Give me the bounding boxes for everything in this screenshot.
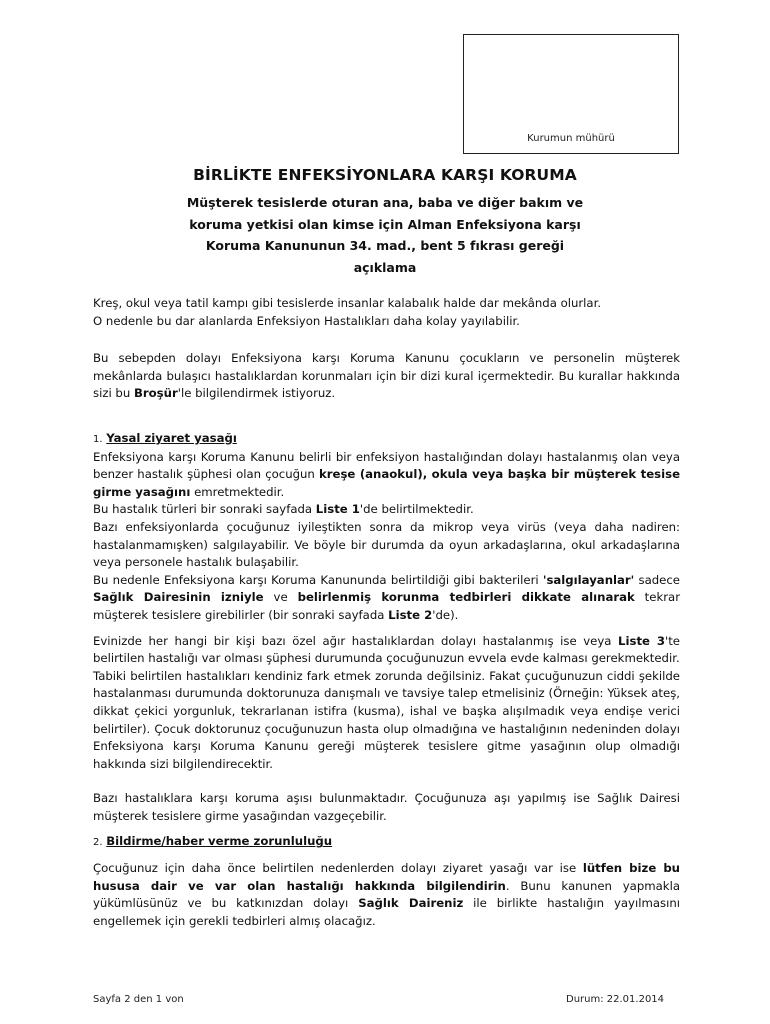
section-number: 1. [93, 434, 103, 445]
document-title: BİRLİKTE ENFEKSİYONLARA KARŞI KORUMA [193, 166, 577, 184]
institution-stamp-box [463, 34, 679, 154]
spacer [93, 773, 680, 790]
subtitle-line: koruma yetkisi olan kimse için Alman Enfeksiyona karşı [189, 216, 581, 232]
text-run: ve [263, 590, 298, 605]
section-1-heading [93, 430, 680, 449]
text-run: ile birlikte hastalığın yayılmasını engellemek için gerekli tedbirleri almış olacağız. [93, 896, 680, 928]
paragraph: Bazı enfeksiyonlarda çocuğunuz iyileştikten sonra da mikrop veya virüs (veya daha nadiren: hastalanmamışken) salgılayabilir. Ve böyle bir durumda da oyun arkadaşlarına, okul arkadaşlarına veya personele hastalık bulaşabilir. [93, 519, 680, 570]
bold-text: lütfen bize bu hususa dair ve var olan hastalığı hakkında bilgilendirin [93, 861, 680, 893]
paragraph [93, 572, 680, 625]
intro-paragraph [93, 350, 680, 403]
spacer [93, 825, 680, 833]
intro-section [93, 295, 680, 330]
text-run: tekrar müşterek tesislere girebilirler (bir sonraki sayfada [93, 590, 680, 622]
paragraph: Tabiki belirtilen hastalıkları kendiniz fark etmek zorunda değilsiniz. Fakat çucuğunuzun ciddi şekilde hastalanması durumunda doktorunuza danışmalı ve tavsiye talep etmelisiniz (Örneğin: Yüksek ateş, dikkat çekici yorgunluk, tekrarlanan istifra (kusma), ishal ve başka alışılmadık veya endişe verici belirtiler). Çocuk doktorunuz çocuğunuzun hasta olup olmadığına ve hastalığının nedeninden dolayı Enfeksiyona karşı Koruma Kanunu gereği müşterek tesislere gitme yasağının olup olmadığı hakkında sizi bilgilendirecektir. [93, 668, 680, 771]
spacer [93, 625, 680, 633]
text-run: 'de). [432, 607, 459, 622]
bold-text: Sağlık Daireniz [358, 896, 464, 911]
spacer [93, 852, 680, 860]
section-2-heading [93, 833, 680, 852]
text-run: emretmektedir. [190, 484, 285, 499]
paragraph [93, 501, 680, 519]
text-run: Evinizde her hangi bir kişi bazı özel ağır hastalıklardan dolayı hastalanmış ise veya [93, 633, 619, 648]
paragraph [93, 449, 680, 502]
bold-text: 'salgılayanlar' [542, 572, 635, 587]
section-heading: Yasal ziyaret yasağı [106, 431, 237, 445]
text-run: Bu hastalık türleri bir sonraki sayfada [93, 502, 316, 517]
footer-page-number: Sayfa 2 den 1 von [93, 994, 184, 1005]
text-run: Enfeksiyona karşı Koruma Kanunu belirli bir enfeksiyon hastalığından dolayı hastalanmış olan veya benzer hastalık şüphesi olan çocuğun [93, 449, 680, 482]
text-run: 'de belirtilmektedir. [359, 502, 474, 517]
text-run: Çocuğunuz için daha önce belirtilen nedenlerden dolayı ziyaret yasağı var ise [93, 861, 583, 876]
list-reference: Liste 2 [388, 607, 433, 622]
section-1 [93, 430, 680, 930]
list-reference: Liste 1 [315, 502, 360, 517]
text-run: Bu sebepden dolayı Enfeksiyona karşı Koruma Kanunu çocukların ve personelin müşterek mekânlarda bulaşıcı hastalıklardan korunmaları için bir dizi kural içermektedir. Bu kurallar hakkında sizi bu [93, 351, 680, 401]
paragraph [93, 860, 680, 930]
bold-text: belirlenmiş korunma tedbirleri dikkate alınarak [297, 590, 635, 605]
bold-text: kreşe (anaokul), okula veya başka bir müşterek tesise girme yasağını [93, 467, 680, 499]
intro-paragraph-text [93, 350, 680, 403]
intro-line: Kreş, okul veya tatil kampı gibi tesislerde insanlar kalabalık halde dar mekânda olurlar. [93, 296, 602, 310]
subtitle-line: Müşterek tesislerde oturan ana, baba ve diğer bakım ve [186, 195, 584, 210]
bold-text: Sağlık Dairesinin izniyle [93, 590, 264, 605]
subtitle-line: açıklama [353, 259, 417, 275]
subtitle-line: Koruma Kanununun 34. mad., bent 5 fıkrası gereği [205, 238, 565, 253]
document-subtitle [180, 192, 590, 278]
text-run: Bu nedenle Enfeksiyona karşı Koruma Kanununda belirtildiği gibi bakterileri [93, 572, 543, 587]
stamp-label: Kurumun mühürü [527, 133, 615, 144]
section-heading: Bildirme/haber verme zorunluluğu [106, 834, 333, 849]
footer-date: Durum: 22.01.2014 [566, 994, 665, 1005]
text-run: 'le bilgilendirmek istiyoruz. [177, 386, 336, 401]
paragraph [93, 633, 680, 668]
paragraph: Bazı hastalıklara karşı koruma aşısı bulunmaktadır. Çocuğunuza aşı yapılmış ise Sağlık Dairesi müşterek tesislere girme yasağından vazgeçebilir. [93, 791, 680, 823]
section-number: 2. [93, 837, 103, 849]
intro-line: O nedenle bu dar alanlarda Enfeksiyon Hastalıkları daha kolay yayılabilir. [93, 313, 520, 328]
text-run: . Bunu kanunen yapmakla yükümlüsünüz ve bu katkınızdan dolayı [93, 878, 680, 911]
text-run: sadece [634, 572, 680, 587]
list-reference: Liste 3 [618, 633, 666, 648]
text-run: 'te belirtilen hastalığı var olması şüphesi durumunda çocuğunuzun evvela evde kalması gerekmektedir. [93, 633, 681, 666]
brochure-term: Broşür [133, 386, 178, 401]
